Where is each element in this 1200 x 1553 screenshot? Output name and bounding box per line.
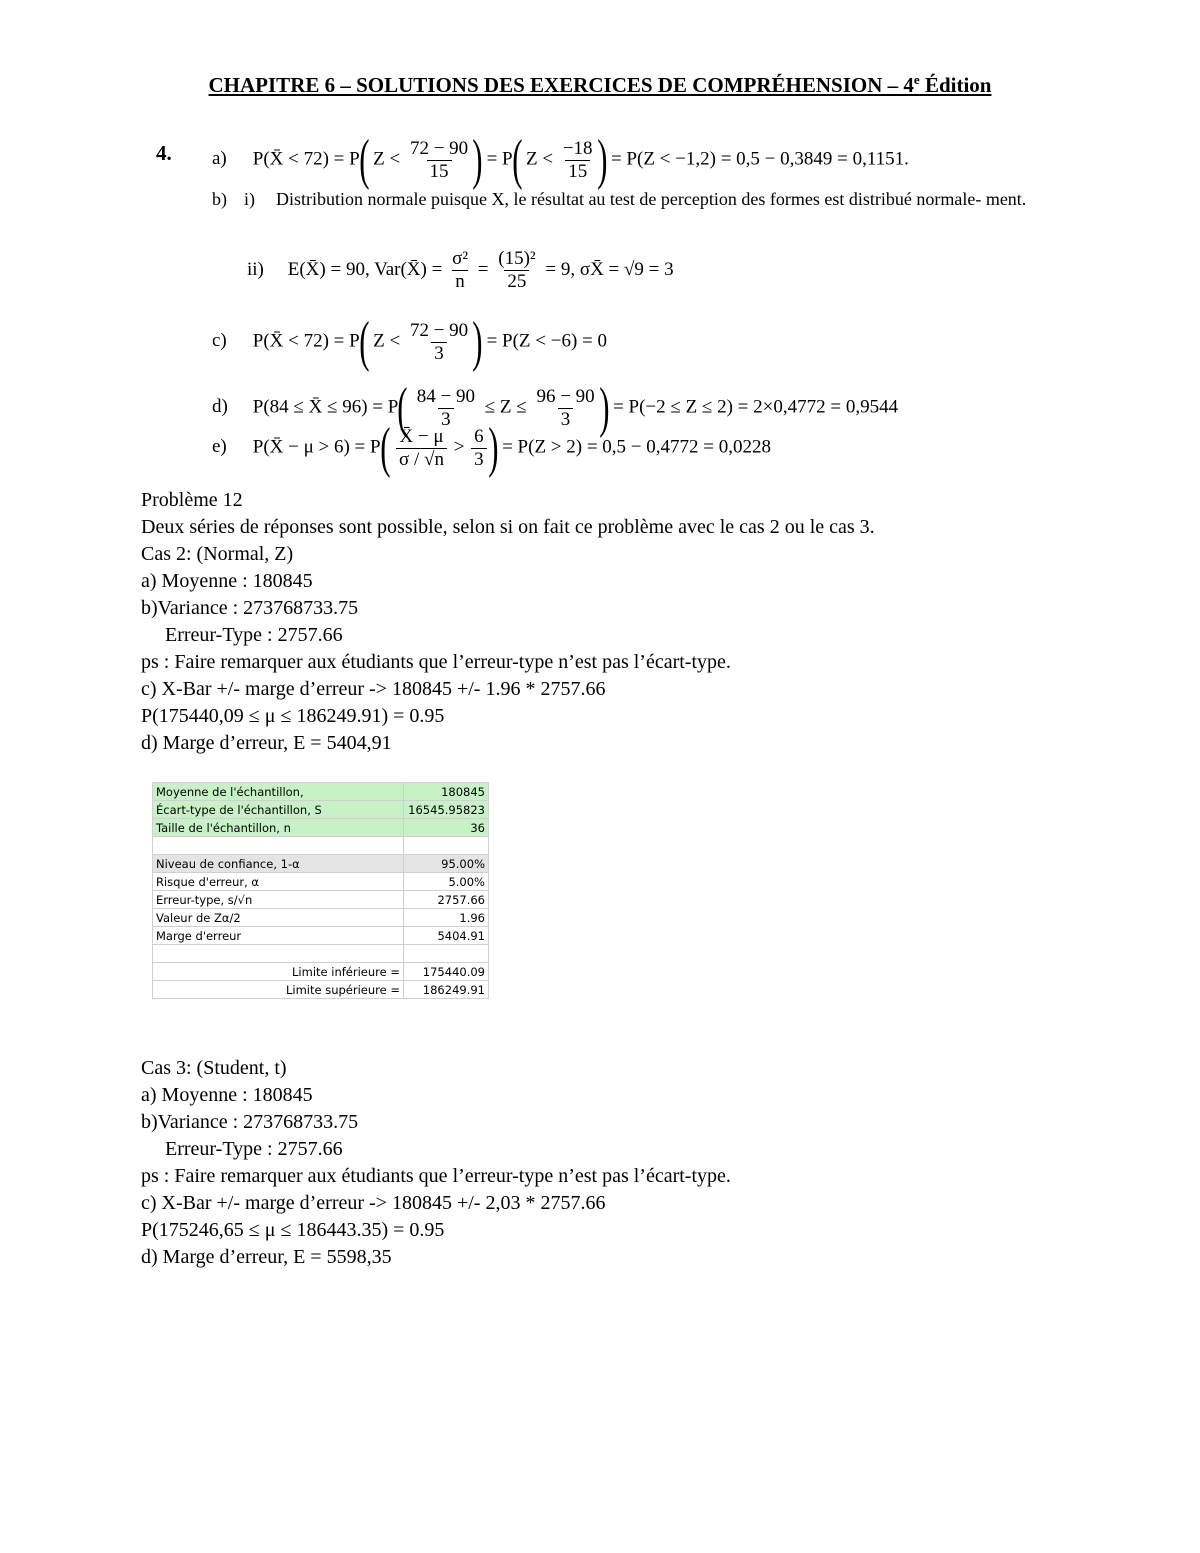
table-row: Limite supérieure = 186249.91: [153, 981, 489, 999]
table-row: Limite inférieure = 175440.09: [153, 963, 489, 981]
case2-variance: b)Variance : 273768733.75: [141, 597, 359, 619]
case3-mean: a) Moyenne : 180845: [141, 1084, 313, 1106]
equation-a: a) P(X̄ < 72) = P( Z < $\frac{72 - 90}{15}$ ) = P( Z < $\frac{-18}{15}$ ) = P(Z < −1,2) = 0,5 − 0,3849 = 0,1151.: [212, 129, 909, 191]
table-row: Marge d'erreur 5404.91: [153, 927, 489, 945]
case2-heading: Cas 2: (Normal, Z): [141, 543, 294, 565]
exercise-number: 4.: [156, 141, 172, 165]
case2-stderr: Erreur-Type : 2757.66: [165, 624, 343, 646]
equation-d: d) P(84 ≤ X̄ ≤ 96) = P( $\frac{84 - 90}{3}$ ≤ Z ≤ $\frac{96 - 90}{3}$ ) = P(−2 ≤ Z ≤ 2) = 2×0,4772 = 0,9544: [212, 377, 899, 439]
table-row: Erreur-type, s/√n 2757.66: [153, 891, 489, 909]
equation-e: e) P(X̄ − μ > 6) = P( $\frac{X̄ - \mu}{\sigma / √n}$ > $\frac{6}{3}$ ) = P(Z > 2) = 0,5 − 0,4772 = 0,0228: [212, 417, 771, 479]
case3-heading: Cas 3: (Student, t): [141, 1057, 287, 1079]
problem-intro: Deux séries de réponses sont possible, selon si on fait ce problème avec le cas 2 ou le cas 3.: [141, 516, 875, 538]
page-title: CHAPITRE 6 – SOLUTIONS DES EXERCICES DE COMPRÉHENSION – 4e Édition: [208, 72, 992, 97]
case2-interval: c) X-Bar +/- marge d’erreur -> 180845 +/- 1.96 * 2757.66: [141, 678, 606, 700]
case3-interval: c) X-Bar +/- marge d’erreur -> 180845 +/- 2,03 * 2757.66: [141, 1192, 606, 1214]
table-row-empty: [153, 837, 489, 855]
table-row: Niveau de confiance, 1-α 95.00%: [153, 855, 489, 873]
answer-b-i: b) i) Distribution normale puisque X, le résultat au test de perception des formes est distribué normale- ment.: [212, 189, 1027, 209]
case2-margin: d) Marge d’erreur, E = 5404,91: [141, 732, 392, 754]
case3-variance: b)Variance : 273768733.75: [141, 1111, 359, 1133]
case2-mean: a) Moyenne : 180845: [141, 570, 313, 592]
table-row: Écart-type de l'échantillon, S 16545.95823: [153, 801, 489, 819]
case3-stderr: Erreur-Type : 2757.66: [165, 1138, 343, 1160]
case2-probability: P(175440,09 ≤ μ ≤ 186249.91) = 0.95: [141, 705, 445, 727]
table-row: Taille de l'échantillon, n 36: [153, 819, 489, 837]
table-row: Valeur de Zα/2 1.96: [153, 909, 489, 927]
equation-c: c) P(X̄ < 72) = P( Z < $\frac{72 - 90}{3}$ ) = P(Z < −6) = 0: [212, 311, 608, 373]
case2-ps: ps : Faire remarquer aux étudiants que l’erreur-type n’est pas l’écart-type.: [141, 651, 731, 673]
case3-ps: ps : Faire remarquer aux étudiants que l’erreur-type n’est pas l’écart-type.: [141, 1165, 731, 1187]
table-row: Moyenne de l'échantillon, 180845: [153, 783, 489, 801]
equation-b-ii: ii) E(X̄) = 90, Var(X̄) = $\frac{\text{σ²}}{n}$ = $\frac{\text{(15)²}}{25}$ = 9, σX̄ = √9 = 3: [247, 248, 674, 292]
case3-margin: d) Marge d’erreur, E = 5598,35: [141, 1246, 392, 1268]
case3-probability: P(175246,65 ≤ μ ≤ 186443.35) = 0.95: [141, 1219, 445, 1241]
table-row-empty: [153, 945, 489, 963]
confidence-interval-table: [152, 782, 489, 999]
table-row: Risque d'erreur, α 5.00%: [153, 873, 489, 891]
problem-title: Problème 12: [141, 489, 243, 511]
